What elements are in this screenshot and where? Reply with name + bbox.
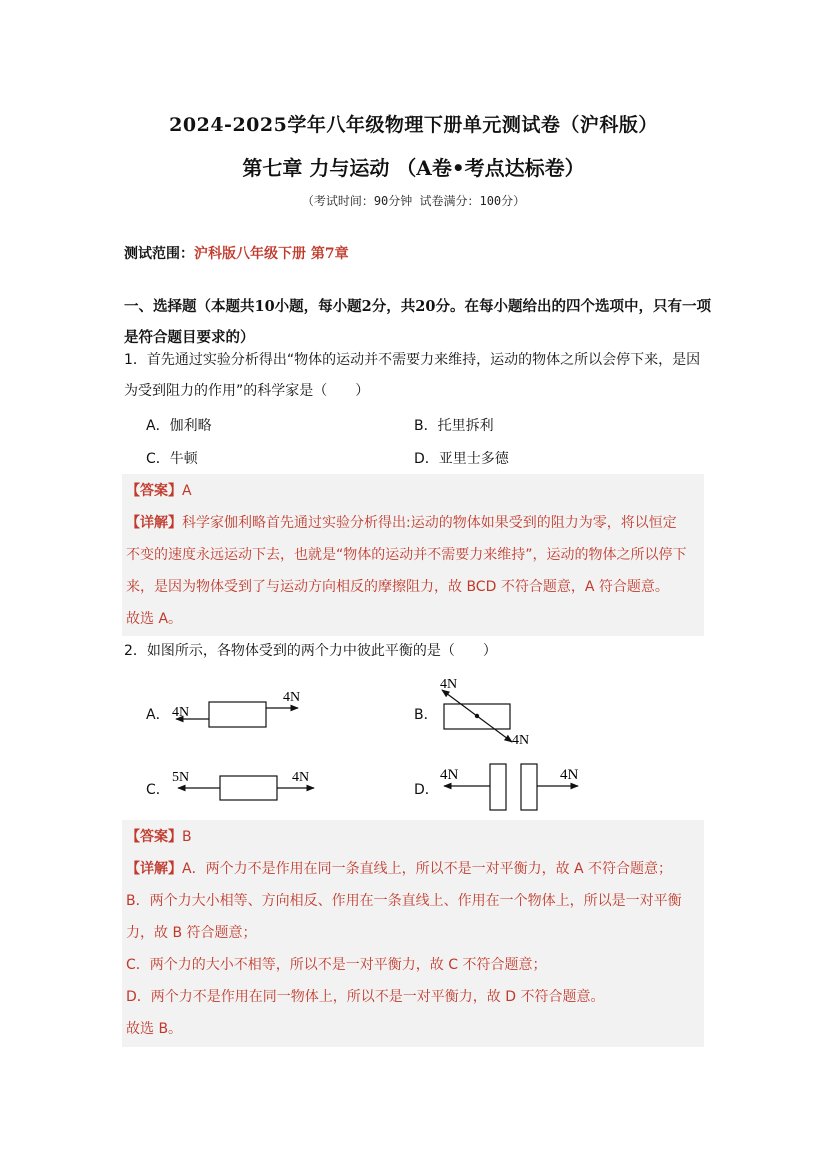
- fig-c-left-label: 5N: [172, 770, 190, 785]
- q1-detail-line-2: 不变的速度永远运动下去，也就是“物体的运动并不需要力来维持”，运动的物体之所以停下: [126, 547, 687, 563]
- q1-detail-line-4: 故选 A。: [126, 611, 183, 627]
- q2-answer: [126, 822, 704, 853]
- q2-detail-tag: 【详解】: [126, 861, 182, 877]
- fig-a-right-label: 4N: [283, 690, 301, 705]
- q2-option-c-label: C．: [146, 782, 170, 798]
- q1-option-b: B．托里拆利: [414, 418, 494, 434]
- q1-detail-tag: 【详解】: [126, 515, 182, 531]
- fig-d-right-block: [521, 764, 537, 810]
- q1-detail-line-3: 来，是因为物体受到了与运动方向相反的摩擦阻力，故 BCD 不符合题意，A 符合题意。: [126, 579, 669, 595]
- test-scope-value: 沪科版八年级下册 第7章: [194, 246, 349, 262]
- question-1-stem: 1．首先通过实验分析得出“物体的运动并不需要力来维持，运动的物体之所以会停下来，是因为受到阻力的作用”的科学家是（ ）: [124, 352, 701, 399]
- q1-option-c: C．牛顿: [146, 451, 198, 467]
- q2-detail-line-6: 故选 B。: [126, 1021, 183, 1037]
- figure-c: [172, 770, 314, 800]
- q1-answer-value: A: [182, 483, 192, 499]
- q2-option-a-label: A．: [146, 707, 170, 723]
- q1-answer-tag: 【答案】: [126, 483, 182, 499]
- q2-answer-value: B: [182, 829, 192, 845]
- fig-c-right-label: 4N: [292, 770, 310, 785]
- q2-answer-box: [122, 820, 704, 1047]
- figure-b: [440, 677, 529, 748]
- fig-a-block: [209, 702, 266, 727]
- fig-d-right-label: 4N: [560, 767, 579, 783]
- fig-d-left-label: 4N: [440, 767, 459, 783]
- q1-detail-line-1: 【详解】科学家伽利略首先通过实验分析得出:运动的物体如果受到的阻力为零，将以恒定: [126, 515, 677, 531]
- fig-d-left-block: [490, 764, 506, 810]
- fig-b-up-arrow: [442, 690, 477, 716]
- q2-answer-tag: 【答案】: [126, 829, 182, 845]
- question-2-stem: 2．如图所示，各物体受到的两个力中彼此平衡的是（ ）: [124, 643, 497, 659]
- fig-b-bottom-label: 4N: [512, 733, 530, 748]
- fig-c-block: [220, 776, 277, 800]
- q1-option-a: A．伽利略: [146, 418, 212, 434]
- figure-a: [172, 690, 300, 727]
- fig-a-left-label: 4N: [172, 705, 190, 720]
- exam-title: 2024-2025学年八年级物理下册单元测试卷（沪科版）: [169, 114, 658, 136]
- exam-info: （考试时间：90分钟 试卷满分：100分）: [301, 194, 526, 208]
- q2-option-d-label: D．: [414, 782, 439, 798]
- section-heading: 一、选择题（本题共10小题，每小题2分，共20分。在每小题给出的四个选项中，只有一项是符合题目要求的）: [124, 298, 711, 346]
- q2-option-b-label: B．: [414, 707, 438, 723]
- q2-detail-line-2: B．两个力大小相等、方向相反、作用在一条直线上、作用在一个物体上，所以是一对平衡: [126, 893, 682, 909]
- q2-detail-line-1: 【详解】A．两个力不是作用在同一条直线上，所以不是一对平衡力，故 A 不符合题意；: [126, 861, 673, 877]
- figure-d: [440, 764, 579, 810]
- q2-detail-line-5: D．两个力不是作用在同一物体上，所以不是一对平衡力，故 D 不符合题意。: [126, 989, 605, 1005]
- q2-detail-line-4: C．两个力的大小不相等，所以不是一对平衡力，故 C 不符合题意；: [126, 957, 547, 973]
- q1-option-d: D．亚里士多德: [414, 451, 509, 467]
- fig-b-top-label: 4N: [440, 677, 458, 692]
- q2-detail-line-3: 力，故 B 符合题意；: [126, 925, 257, 941]
- chapter-title: 第七章 力与运动 （A卷•考点达标卷）: [242, 156, 585, 180]
- test-scope-label: 测试范围：: [124, 246, 194, 262]
